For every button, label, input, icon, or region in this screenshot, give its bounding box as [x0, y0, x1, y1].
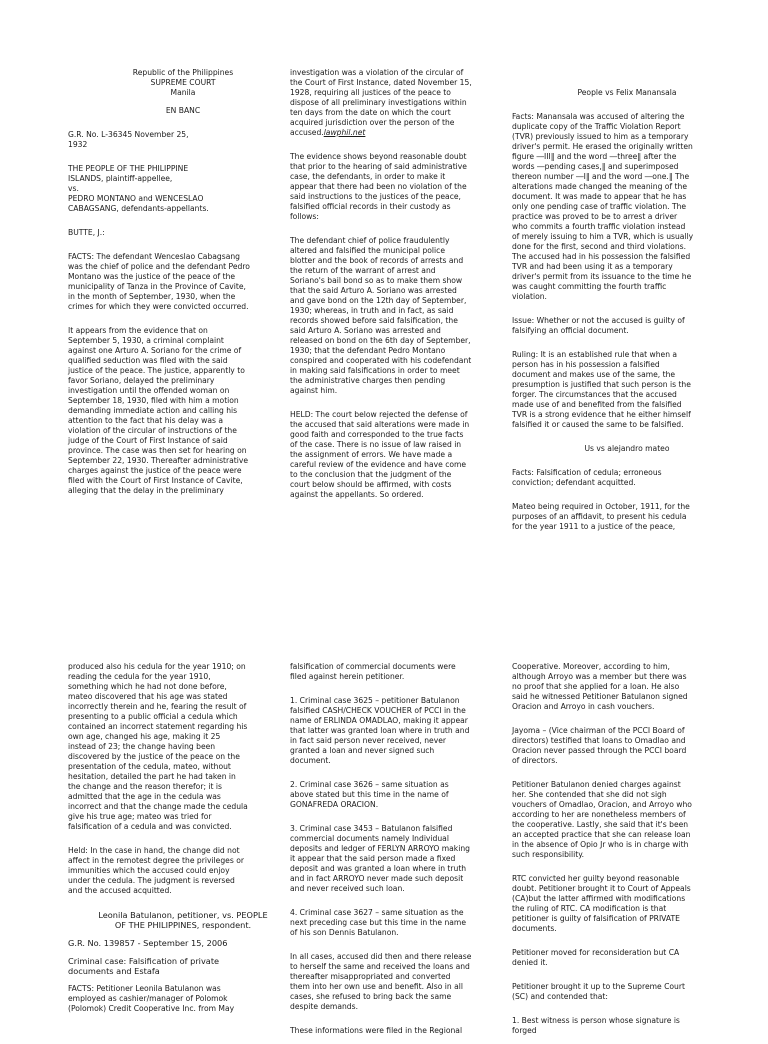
criminal-case-3453: 3. Criminal case 3453 – Batulanon falsified commercial documents namely Individual deposits and ledger of FERLYN ARROYO making it appear that the said person made a fixed deposit and was granted a loan where in truth and in fact ARROYO never made such deposit and never received such loan.	[290, 824, 470, 893]
mateo-facts: Facts: Falsification of cedula; erroneous conviction; defendant acquitted.	[512, 468, 662, 487]
page1-column-1	[68, 68, 298, 504]
circular-text: investigation was a violation of the circular of the Court of First Instance, dated November 15, 1928, requiring all justices of the peace to dispose of all preliminary investigations within ten days from the date on which the court acquired jurisdiction over the person of the accused.	[290, 68, 472, 137]
criminal-case-3625: 1. Criminal case 3625 – petitioner Batulanon falsified CASH/CHECK VOUCHER of PCCI in the name of ERLINDA OMADLAO, making it appear that latter was granted loan where in truth and in fact said person never received, never granted a loan and never signed such document.	[290, 696, 470, 765]
rtc-conviction-paragraph: RTC convicted her guilty beyond reasonable doubt. Petitioner brought it to Court of Appeals (CA)but the latter affirmed with modifications the ruling of RTC. CA modification is that petitioner is guilty of falsification of PRIVATE documents.	[512, 874, 691, 933]
batulanon-caption: Leonila Batulanon, petitioner, vs. PEOPLE OF THE PHILIPPINES, respondent.	[98, 910, 268, 930]
mateo-cedula-paragraph: produced also his cedula for the year 1910; on reading the cedula for the year 1910, something which he had not done before, mateo discovered that his age was stated incorrectly therein and he, fearing the result of presenting to a public official a cedula which contained an incorrect statement regarding his own age, changed his age, making it 25 instead of 23; the change having been discovered by the justice of the peace on the presentation of the cedula, mateo, without hesitation, detailed the part he had taken in the change and the reason therefor; it is admitted that the age in the cedula was incorrect and that the change made the cedula give his true age; mateo was tried for falsification of a cedula and was convicted.	[68, 662, 248, 831]
supreme-court-paragraph: Petitioner brought it up to the Supreme Court (SC) and contended that:	[512, 982, 685, 1001]
batulanon-facts: FACTS: Petitioner Leonila Batulanon was employed as cashier/manager of Polomok (Polomok) Credit Cooperative Inc. from May	[68, 984, 235, 1013]
facts-paragraph: FACTS: The defendant Wenceslao Cabagsang was the chief of police and the defendant Pedro Montano was the justice of the peace of the municipality of Tanza in the Province of Cavite, in the month of September, 1930, when the crimes for which they were convicted occurred.	[68, 252, 250, 311]
circular-paragraph	[290, 68, 520, 138]
page1-column-2	[290, 68, 520, 508]
mateo-held: Held: In the case in hand, the change did not affect in the remotest degree the privileges or immunities which the accused could enjoy under the cedula. The judgment is reversed and the accused acquitted.	[68, 846, 244, 895]
ponente-line: BUTTE, J.:	[68, 228, 105, 237]
page2-column-1	[68, 662, 298, 1022]
informations-intro: falsification of commercial documents were filed against herein petitioner.	[290, 662, 456, 681]
batulanon-criminal-case: Criminal case: Falsification of private documents and Estafa	[68, 956, 220, 976]
evidence-shows-paragraph: The evidence shows beyond reasonable doubt that prior to the hearing of said administrative case, the defendants, in order to make it appear that there had been no violation of the said instructions to the justices of the peace, falsified official records in their custody as follows:	[290, 152, 467, 221]
case-title-manansala: People vs Felix Manansala	[577, 88, 677, 97]
mateo-intro: Mateo being required in October, 1911, for the purposes of an affidavit, to present his cedula for the year 1911 to a justice of the peace,	[512, 502, 690, 531]
page2-column-3	[512, 662, 742, 1044]
case-parties: THE PEOPLE OF THE PHILIPPINE ISLANDS, plaintiff-appellee, vs. PEDRO MONTANO and WENCESLAO CABAGSANG, defendants-appellants.	[68, 164, 209, 213]
reconsideration-paragraph: Petitioner moved for reconsideration but CA denied it.	[512, 948, 680, 967]
page2-column-2	[290, 662, 520, 1044]
manansala-facts: Facts: Manansala was accused of altering the duplicate copy of the Traffic Violation Report (TVR) previously issued to him as a temporary driver's permit. He erased the originally written figure ―III‖ and the word ―three‖ after the words ―pending cases,‖ and superimposed thereon number ―I‖ and the word ―one.‖ The alterations made changed the meaning of the document. It was made to appear that he has only one pending case of traffic violation. The practice was proved to be to arrest a driver who commits a fourth traffic violation instead of merely issuing to him a TVR, which is usually done for the first, second and third violations. The accused had in his possession the falsified TVR and had been using it as a temporary driver's permit from its issuance to the time he was caught committing the fourth traffic violation.	[512, 112, 694, 301]
chief-of-police-paragraph: The defendant chief of police fraudulently altered and falsified the municipal police blotter and the book of records of arrests and the return of the warrant of arrest and Soriano's bail bond so as to make them show that the said Arturo A. Soriano was arrested and gave bond on the 12th day of September, 1930; whereas, in truth and in fact, as said records showed before said falsification, the said Arturo A. Soriano was arrested and released on bond on the 6th day of September, 1930; that the defendant Pedro Montano conspired and cooperated with his codefendant in making said falsifications in order to meet the administrative charges then pending against him.	[290, 236, 472, 395]
case-title-mateo: Us vs alejandro mateo	[584, 444, 670, 453]
gr-number-line: G.R. No. L-36345 November 25, 1932	[68, 130, 189, 149]
batulanon-gr: G.R. No. 139857 - September 15, 2006	[68, 938, 228, 948]
criminal-case-3626: 2. Criminal case 3626 – same situation as above stated but this time in the name of GONAFREDA ORACION.	[290, 780, 449, 809]
held-paragraph: HELD: The court below rejected the defense of the accused that said alterations were made in good faith and corresponded to the true facts of the case. There is no issue of law raised in the assignment of errors. We have made a careful review of the evidence and have come to the conclusion that the judgment of the court below should be affirmed, with costs against the appellants. So ordered.	[290, 410, 470, 499]
en-banc-label: EN BANC	[165, 106, 201, 115]
manansala-issue: Issue: Whether or not the accused is guilty of falsifying an official document.	[512, 316, 685, 335]
regional-filing-line: These informations were filed in the Regional	[290, 1026, 463, 1035]
lawphil-link[interactable]: lawphil.net	[323, 128, 366, 137]
court-header: Republic of the Philippines SUPREME COURT Manila	[132, 68, 234, 97]
jayoma-paragraph: Jayoma – (Vice chairman of the PCCI Board of directors) testified that loans to Omadlao and Oracion never passed through the PCCI board of directors.	[512, 726, 687, 765]
best-witness-item: 1. Best witness is person whose signature is forged	[512, 1016, 680, 1035]
all-cases-paragraph: In all cases, accused did then and there release to herself the same and received the loans and thereafter misappropriated and converted them into her own use and benefit. Also in all cases, she refused to bring back the same despite demands.	[290, 952, 472, 1011]
criminal-case-3627: 4. Criminal case 3627 – same situation as the next preceding case but this time in the name of his son Dennis Batulanon.	[290, 908, 466, 937]
evidence-paragraph: It appears from the evidence that on September 5, 1930, a criminal complaint against one Arturo A. Soriano for the crime of qualified seduction was filed with the said justice of the peace. The justice, apparently to favor Soriano, delayed the preliminary investigation until the offended woman on September 18, 1930, filed with him a motion demanding immediate action and calling his attention to the fact that his delay was a violation of the circular of instructions of the judge of the Court of First Instance of said province. The case was then set for hearing on September 22, 1930. Thereafter administrative charges against the justice of the peace were filed with the Court of First Instance of Cavite, alleging that the delay in the preliminary	[68, 326, 249, 495]
petitioner-denial-paragraph: Petitioner Batulanon denied charges against her. She contended that she did not sigh vouchers of Omadlao, Oracion, and Arroyo who according to her are nonetheless members of the cooperative. Lastly, she said that it's been an accepted practice that she can release loan in the absence of Opio Jr who is in charge with such responsibility.	[512, 780, 692, 859]
cooperative-paragraph: Cooperative. Moreover, according to him, although Arroyo was a member but there was no proof that she applied for a loan. He also said he witnessed Petitioner Batulanon signed Oracion and Arroyo in cash vouchers.	[512, 662, 688, 711]
page1-column-3	[512, 88, 742, 540]
manansala-ruling: Ruling: It is an established rule that when a person has in his possession a falsified document and makes use of the same, the presumption is justified that such person is the forger. The circumstances that the accused made use of and benefited from the falsified TVR is a strong evidence that he either himself falsified it or caused the same to be falsified.	[512, 350, 691, 429]
